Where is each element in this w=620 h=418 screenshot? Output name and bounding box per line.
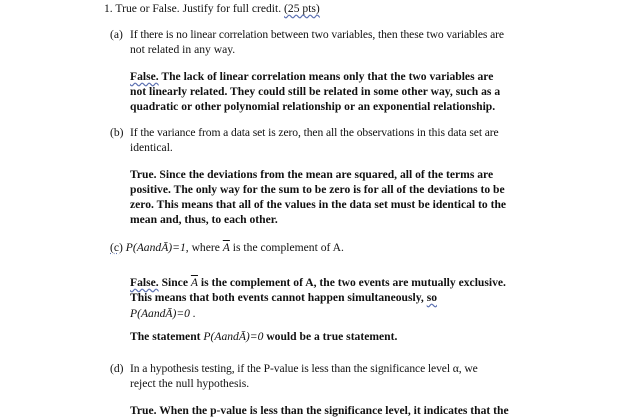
part-c-statement-prefix: The statement [130,330,201,343]
part-b-answer-line-1: True. Since the deviations from the mean are squared, all of the terms are [130,168,494,181]
part-c-statement-suffix: would be a true statement. [266,330,398,343]
part-a-question-line-2: not related in any way. [130,43,236,56]
part-a-verdict: False. [130,70,159,83]
part-a-answer-line-3: quadratic or other polynomial relationship or an exponential relationship. [130,100,496,113]
part-d-label: (d) [110,362,124,375]
part-d-answer-line-1: True. When the p-value is less than the significance level, it indicates that the [130,404,509,417]
part-b-question-line-1: If the variance from a data set is zero, then all the observations in this data set are [130,126,499,139]
part-c-statement-line [130,330,397,344]
part-c-answer-abar: $\overline{A}$ [190,276,198,289]
part-c-label: (c) [110,241,123,254]
part-c-answer-so: so [426,291,437,304]
part-b-answer-line-2: positive. The only way for the sum to be zero is for all of the deviations to be [130,183,505,196]
part-a-question-line-1: If there is no linear correlation between two variables, then these two variables are [130,28,504,41]
part-c-answer-line-1 [130,276,506,290]
part-c-verdict: False. [130,276,159,289]
part-d-question-line-2: reject the null hypothesis. [130,377,250,390]
part-c-answer-formula-line [130,307,196,321]
part-c-answer-text-2: This means that both events cannot happen simultaneously, [130,291,424,304]
part-b-label: (b) [110,126,124,139]
part-c-question-line [110,241,344,255]
points-label: (25 pts) [284,2,320,15]
part-a-answer-text-1: The lack of linear correlation means only that the two variables are [161,70,494,83]
part-c-question-formula: P(AandĀ)=1 [125,241,186,254]
part-c-statement-formula: P(AandĀ)=0 [203,330,264,343]
part-a-answer-line-1 [130,70,493,84]
part-b-question-line-2: identical. [130,141,173,154]
part-c-answer-formula: P(AandĀ)=0 . [130,307,196,320]
part-c-question-where: , where [185,241,220,254]
part-c-question-abar: $\overline{A}$ [222,241,230,254]
question-title: True or False. Justify for full credit. [115,2,282,15]
part-c-answer-since: Since [161,276,188,289]
part-d-question-line-1: In a hypothesis testing, if the P-value is less than the significance level α, we [130,362,478,375]
part-a-label: (a) [110,28,123,41]
part-c-question-tail: is the complement of A. [232,241,344,254]
part-c-answer-line-2 [130,291,437,305]
part-b-answer-line-3: zero. This means that all of the values in the data set must be identical to the [130,198,507,211]
part-a-answer-line-2: not linearly related. They could still be related in some other way, such as a [130,85,501,98]
question-header [104,2,320,16]
part-b-answer-line-4: mean and, thus, to each other. [130,213,278,226]
part-c-answer-text-1: is the complement of A, the two events are mutually exclusive. [200,276,506,289]
question-number: 1. [104,2,113,15]
